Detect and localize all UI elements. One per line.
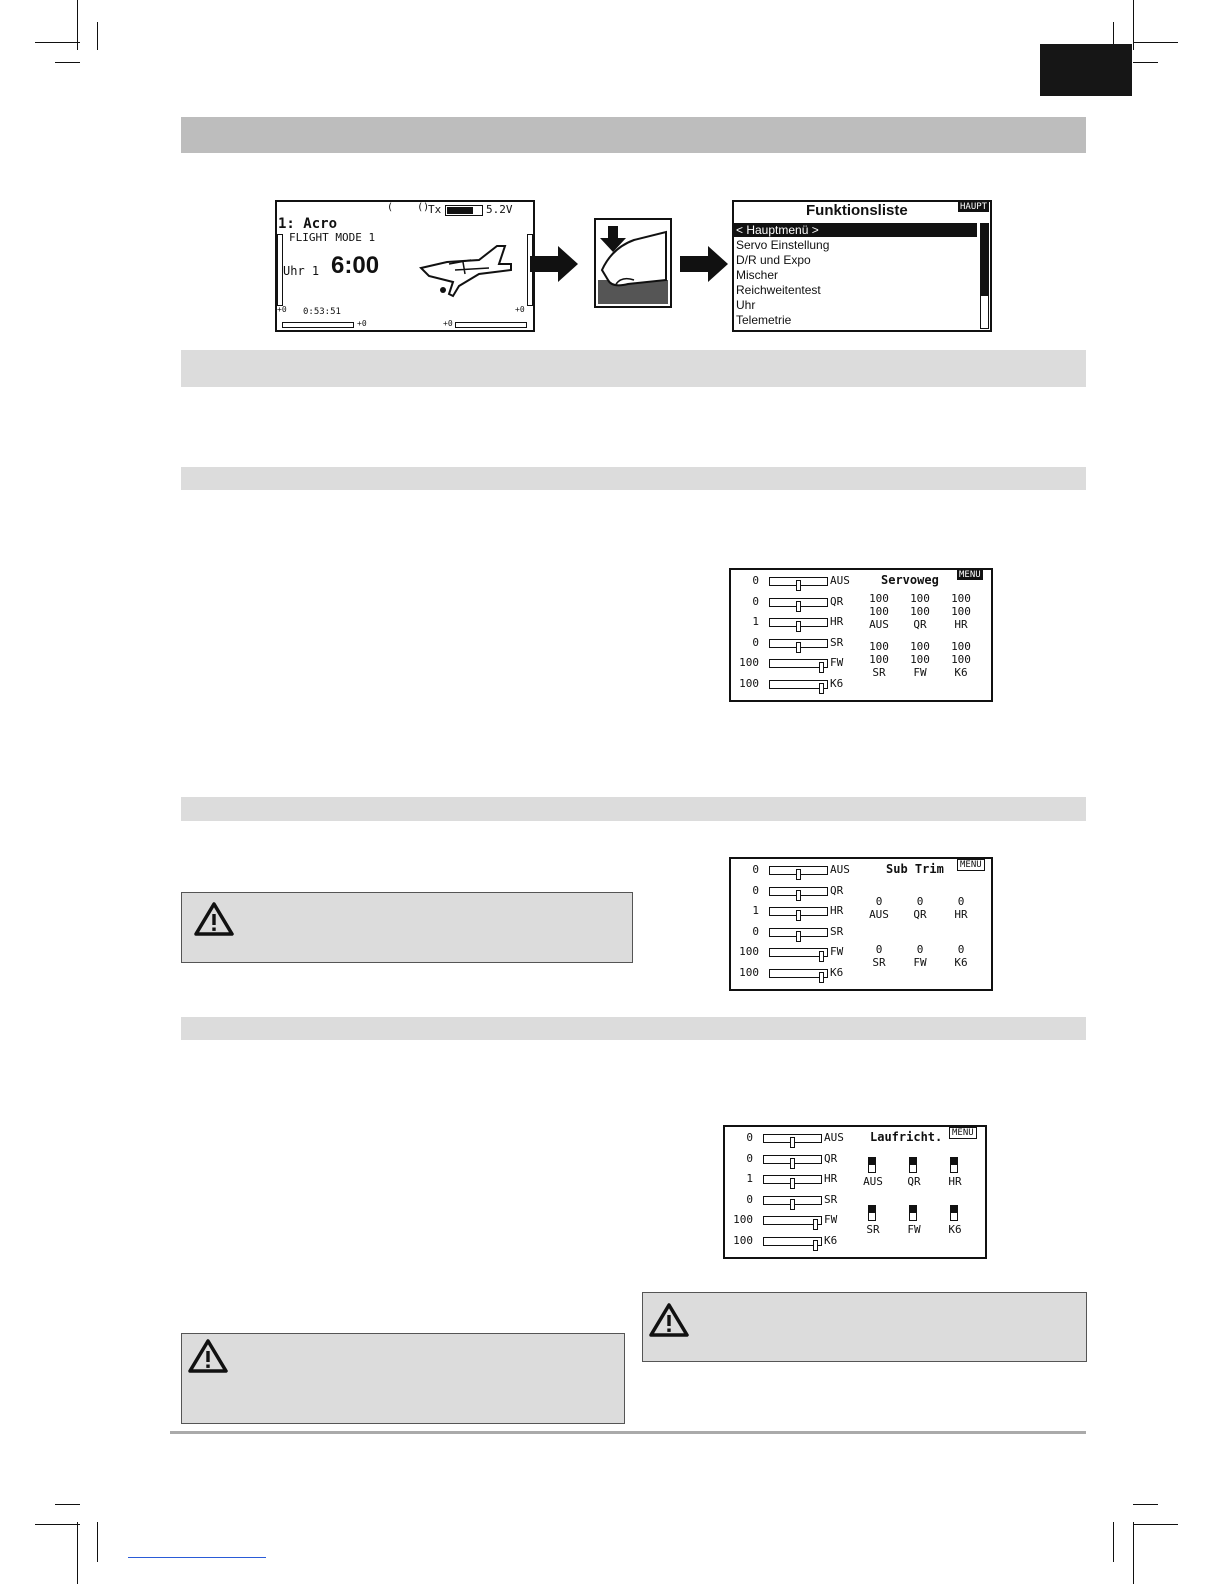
menu-item-reichweitentest[interactable]: Reichweitentest — [736, 283, 821, 297]
channel-value: 1 — [752, 904, 759, 917]
channel-row — [731, 595, 856, 609]
arrow-right-icon — [530, 244, 580, 284]
travel-value: 100 — [910, 592, 930, 605]
subtrim-cell — [864, 895, 894, 921]
laufricht-screen — [723, 1125, 987, 1259]
menu-tag[interactable]: MENU — [949, 1127, 977, 1139]
crop-mark — [35, 42, 80, 43]
channel-label: AUS — [824, 1131, 844, 1144]
channel-marker — [819, 662, 824, 673]
menu-item-dr-expo[interactable]: D/R und Expo — [736, 253, 811, 267]
channel-value: 100 — [733, 1233, 753, 1247]
subtrim-value: 0 — [916, 895, 924, 908]
channel-marker — [819, 683, 824, 694]
section-header-band — [181, 797, 1086, 821]
channel-marker — [813, 1219, 818, 1230]
channel-bar — [769, 907, 828, 916]
channel-row — [725, 1131, 850, 1145]
travel-cell — [864, 640, 894, 679]
travel-cell — [946, 592, 976, 631]
travel-value: 100 — [869, 592, 889, 605]
reverse-channel-name: HR — [948, 1175, 962, 1188]
channel-value: 0 — [752, 924, 759, 938]
channel-row — [731, 904, 856, 918]
section-header-band — [181, 117, 1086, 153]
channel-value: 0 — [746, 1131, 753, 1144]
menu-item-uhr[interactable]: Uhr — [736, 298, 756, 312]
elapsed-time: 0:53:51 — [303, 307, 341, 317]
channel-label: HR — [830, 904, 844, 917]
channel-row — [725, 1152, 850, 1166]
screen-title: Sub Trim — [886, 862, 944, 876]
reverse-switch[interactable] — [909, 1205, 917, 1221]
trim-bar-left — [277, 234, 283, 306]
language-tab — [1040, 44, 1132, 96]
channel-value: 100 — [739, 676, 759, 690]
channel-bar — [769, 948, 828, 957]
channel-bar — [769, 598, 828, 607]
reverse-switch[interactable] — [950, 1205, 958, 1221]
channel-value: 0 — [752, 574, 759, 587]
subtrim-channel-name: K6 — [954, 956, 968, 969]
subtrim-cell — [946, 943, 976, 969]
channel-marker — [796, 931, 801, 942]
timer-label: Uhr 1 — [283, 264, 320, 278]
channel-row — [725, 1172, 850, 1186]
channel-label: HR — [830, 615, 844, 628]
trim-bar-bottom-left — [282, 322, 354, 328]
channel-row — [725, 1193, 850, 1207]
channel-bar — [769, 618, 828, 627]
channel-row — [725, 1234, 850, 1248]
channel-marker — [790, 1178, 795, 1189]
screen-title: Funktionsliste — [806, 202, 908, 219]
function-list-screen — [732, 200, 992, 332]
channel-label: SR — [830, 635, 844, 649]
channel-marker — [819, 951, 824, 962]
channel-label: HR — [824, 1172, 838, 1185]
menu-tag[interactable]: MENU — [957, 859, 985, 871]
crop-mark — [1133, 1524, 1178, 1525]
channel-marker — [790, 1137, 795, 1148]
subtrim-cell — [946, 895, 976, 921]
reverse-switch[interactable] — [950, 1157, 958, 1173]
travel-cell — [946, 640, 976, 679]
subtrim-value: 0 — [875, 943, 883, 956]
channel-value: 100 — [739, 945, 759, 958]
travel-value: 100 — [951, 605, 971, 618]
menu-tag[interactable]: MENU — [959, 570, 981, 580]
crop-mark — [77, 1522, 78, 1584]
channel-label: FW — [824, 1213, 838, 1226]
subtrim-cell — [905, 943, 935, 969]
voltage: 5.2V — [486, 203, 513, 216]
travel-cell — [864, 592, 894, 631]
screen-title: Laufricht. — [870, 1130, 943, 1144]
subtrim-channel-name: QR — [913, 908, 927, 921]
subtrim-value: 0 — [875, 895, 883, 908]
channel-row — [725, 1213, 850, 1227]
reverse-channel-name: AUS — [863, 1175, 883, 1188]
travel-channel-name: FW — [913, 666, 927, 679]
warning-icon — [188, 1339, 228, 1373]
channel-row — [731, 925, 856, 939]
channel-marker — [790, 1158, 795, 1169]
channel-marker — [796, 580, 801, 591]
section-header-band — [181, 1017, 1086, 1040]
travel-value: 100 — [869, 640, 889, 653]
reverse-switch[interactable] — [868, 1157, 876, 1173]
model-name: 1: Acro — [278, 216, 338, 232]
channel-value: 0 — [746, 1192, 753, 1206]
subtrim-value: 0 — [916, 943, 924, 956]
section-header-band — [181, 467, 1086, 490]
channel-label: SR — [824, 1192, 838, 1206]
channel-value: 0 — [752, 635, 759, 649]
footer-rule — [170, 1431, 1086, 1434]
channel-bar — [763, 1175, 822, 1184]
channel-label: FW — [830, 656, 844, 669]
travel-value: 100 — [951, 640, 971, 653]
channel-bar — [769, 866, 828, 875]
channel-label: K6 — [830, 676, 844, 690]
channel-bar — [763, 1196, 822, 1205]
channel-bar — [763, 1237, 822, 1246]
crop-mark — [1133, 1504, 1158, 1505]
channel-value: 1 — [746, 1172, 753, 1185]
channel-marker — [813, 1240, 818, 1251]
channel-label: AUS — [830, 863, 850, 876]
subtrim-cell — [905, 895, 935, 921]
channel-value: 100 — [739, 965, 759, 979]
channel-bar — [763, 1134, 822, 1143]
channel-marker — [796, 601, 801, 612]
channel-bar — [769, 887, 828, 896]
warning-icon — [649, 1303, 689, 1337]
channel-label: QR — [830, 883, 844, 897]
main-screen — [275, 200, 535, 332]
airplane-icon — [419, 240, 514, 298]
channel-bar — [769, 577, 828, 586]
section-header-band — [181, 350, 1086, 387]
trim-value: +0 — [443, 319, 453, 328]
scrollbar[interactable] — [980, 223, 989, 329]
channel-label: K6 — [824, 1233, 838, 1247]
arrow-right-icon — [680, 244, 730, 284]
channel-marker — [796, 910, 801, 921]
channel-label: FW — [830, 945, 844, 958]
channel-marker — [796, 890, 801, 901]
footer-link-underline[interactable] — [128, 1557, 266, 1558]
crop-mark — [97, 1522, 98, 1562]
channel-label: QR — [824, 1151, 838, 1165]
channel-bar — [769, 680, 828, 689]
channel-label: K6 — [830, 965, 844, 979]
menu-item-mischer[interactable]: Mischer — [736, 268, 779, 282]
channel-marker — [790, 1199, 795, 1210]
audio-icon: ( () — [387, 202, 430, 213]
warning-box — [181, 892, 633, 963]
channel-bar — [769, 659, 828, 668]
channel-bar — [769, 639, 828, 648]
crop-mark — [1133, 62, 1158, 63]
subtrim-channel-name: SR — [872, 956, 886, 969]
crop-mark — [97, 22, 98, 50]
subtrim-channel-name: HR — [954, 908, 968, 921]
subtrim-value: 0 — [957, 895, 965, 908]
reverse-switch[interactable] — [868, 1205, 876, 1221]
trim-value: +0 — [277, 305, 287, 314]
channel-label: QR — [830, 594, 844, 608]
travel-value: 100 — [910, 653, 930, 666]
channel-value: 100 — [733, 1213, 753, 1226]
menu-item-servo-einstellung[interactable]: Servo Einstellung — [736, 238, 830, 252]
subtrim-value: 0 — [957, 943, 965, 956]
channel-marker — [796, 642, 801, 653]
travel-value: 100 — [910, 605, 930, 618]
channel-row — [731, 656, 856, 670]
travel-cell — [905, 592, 935, 631]
reverse-channel-name: SR — [866, 1223, 880, 1236]
channel-bar — [763, 1216, 822, 1225]
channel-value: 0 — [752, 883, 759, 897]
channel-marker — [796, 869, 801, 880]
crop-mark — [1133, 42, 1178, 43]
reverse-channel-name: QR — [907, 1175, 921, 1188]
menu-item-hauptmenu[interactable]: < Hauptmenü > — [736, 223, 819, 237]
subtrim-channel-name: AUS — [869, 908, 889, 921]
channel-value: 0 — [752, 594, 759, 608]
timer-value: 6:00 — [331, 252, 380, 279]
crop-mark — [55, 62, 80, 63]
reverse-channel-name: FW — [907, 1223, 921, 1236]
travel-value: 100 — [869, 653, 889, 666]
trim-value: +0 — [515, 305, 525, 314]
travel-channel-name: K6 — [954, 666, 968, 679]
channel-row — [731, 574, 856, 588]
press-wheel-icon — [594, 218, 672, 308]
menu-item-telemetrie[interactable]: Telemetrie — [736, 313, 792, 327]
trim-value: +0 — [357, 319, 367, 328]
travel-channel-name: HR — [954, 618, 968, 631]
channel-row — [731, 966, 856, 980]
channel-row — [731, 615, 856, 629]
channel-row — [731, 636, 856, 650]
channel-row — [731, 863, 856, 877]
channel-value: 1 — [752, 615, 759, 628]
crop-mark — [1133, 1522, 1134, 1584]
warning-box — [181, 1333, 625, 1424]
haupt-tag[interactable]: HAUPT — [960, 202, 988, 212]
travel-channel-name: AUS — [869, 618, 889, 631]
crop-mark — [55, 1504, 80, 1505]
travel-value: 100 — [910, 640, 930, 653]
screen-title: Servoweg — [881, 573, 939, 587]
channel-label: AUS — [830, 574, 850, 587]
crop-mark — [1113, 1522, 1114, 1562]
subtrim-cell — [864, 943, 894, 969]
tx-label: Tx — [428, 203, 442, 216]
channel-row — [731, 884, 856, 898]
channel-marker — [796, 621, 801, 632]
flight-mode: FLIGHT MODE 1 — [289, 231, 376, 244]
reverse-switch[interactable] — [909, 1157, 917, 1173]
battery-icon — [445, 205, 483, 216]
channel-value: 0 — [746, 1151, 753, 1165]
crop-mark — [35, 1524, 80, 1525]
subtrim-channel-name: FW — [913, 956, 927, 969]
warning-box — [642, 1292, 1087, 1362]
channel-marker — [819, 972, 824, 983]
channel-value: 100 — [739, 656, 759, 669]
subtrim-screen — [729, 857, 993, 991]
channel-row — [731, 677, 856, 691]
travel-channel-name: SR — [872, 666, 886, 679]
trim-bar-bottom-right — [455, 322, 527, 328]
travel-value: 100 — [951, 592, 971, 605]
travel-cell — [905, 640, 935, 679]
channel-bar — [769, 969, 828, 978]
channel-bar — [763, 1155, 822, 1164]
servoweg-screen — [729, 568, 993, 702]
travel-value: 100 — [869, 605, 889, 618]
channel-bar — [769, 928, 828, 937]
reverse-channel-name: K6 — [948, 1223, 962, 1236]
channel-label: SR — [830, 924, 844, 938]
travel-channel-name: QR — [913, 618, 927, 631]
channel-row — [731, 945, 856, 959]
channel-value: 0 — [752, 863, 759, 876]
travel-value: 100 — [951, 653, 971, 666]
warning-icon — [194, 902, 234, 936]
